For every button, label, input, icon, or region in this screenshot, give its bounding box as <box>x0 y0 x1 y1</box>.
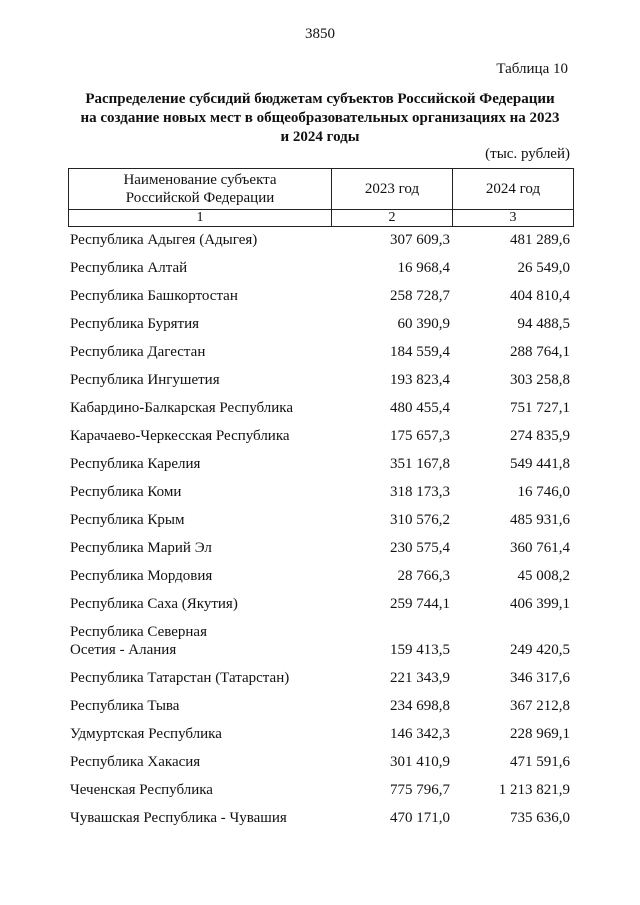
region-name-line2: Осетия - Алания <box>70 642 177 658</box>
value-2023: 234 698,8 <box>390 698 450 714</box>
title-line-1: Распределение субсидий бюджетам субъектов Российской Федерации <box>85 91 555 107</box>
value-2024: 471 591,6 <box>510 754 570 770</box>
value-2024: 288 764,1 <box>510 344 570 360</box>
header-col-name-line1: Наименование субъекта <box>123 172 277 188</box>
value-2023: 221 343,9 <box>390 670 450 686</box>
table-label: Таблица 10 <box>496 61 568 77</box>
region-name: Республика Алтай <box>70 260 188 276</box>
value-2023: 175 657,3 <box>390 428 450 444</box>
header-col-2023: 2023 год <box>332 169 453 210</box>
value-2023: 301 410,9 <box>390 754 450 770</box>
value-2024: 274 835,9 <box>510 428 570 444</box>
header-number-row <box>69 210 574 227</box>
value-2023: 310 576,2 <box>390 512 450 528</box>
table-row <box>70 694 570 722</box>
value-2023: 159 413,5 <box>390 642 450 658</box>
value-2023: 193 823,4 <box>390 372 450 388</box>
value-2024: 404 810,4 <box>510 288 570 304</box>
region-name: Республика Коми <box>70 484 182 500</box>
value-2023: 318 173,3 <box>390 484 450 500</box>
title-line-3: и 2024 годы <box>280 129 360 145</box>
table-row <box>70 536 570 564</box>
region-name: Республика Татарстан (Татарстан) <box>70 670 290 686</box>
units-label: (тыс. рублей) <box>485 146 570 162</box>
value-2024: 16 746,0 <box>517 484 570 500</box>
table-body <box>70 228 570 834</box>
region-name: Республика Башкортостан <box>70 288 238 304</box>
header-num-1: 1 <box>69 210 332 227</box>
region-name: Чувашская Республика - Чувашия <box>70 810 287 826</box>
value-2024: 751 727,1 <box>510 400 570 416</box>
region-name: Чеченская Республика <box>70 782 213 798</box>
document-title <box>60 90 580 147</box>
header-table <box>68 168 574 227</box>
value-2023: 28 766,3 <box>397 568 450 584</box>
table-row <box>70 340 570 368</box>
region-name-line1: Республика Северная <box>70 624 207 640</box>
table-row <box>70 368 570 396</box>
header-num-3: 3 <box>453 210 574 227</box>
value-2023: 230 575,4 <box>390 540 450 556</box>
value-2024: 346 317,6 <box>510 670 570 686</box>
value-2023: 480 455,4 <box>390 400 450 416</box>
header-col-2024: 2024 год <box>453 169 574 210</box>
value-2023: 184 559,4 <box>390 344 450 360</box>
table-row <box>70 452 570 480</box>
value-2024: 94 488,5 <box>517 316 570 332</box>
region-name <box>70 623 320 659</box>
value-2024: 485 931,6 <box>510 512 570 528</box>
region-name: Республика Адыгея (Адыгея) <box>70 232 258 248</box>
header-col-name <box>69 169 332 210</box>
table-row <box>70 592 570 620</box>
value-2023: 307 609,3 <box>390 232 450 248</box>
value-2024: 26 549,0 <box>517 260 570 276</box>
value-2023: 146 342,3 <box>390 726 450 742</box>
table-row <box>70 424 570 452</box>
value-2024: 228 969,1 <box>510 726 570 742</box>
header-col-name-line2: Российской Федерации <box>125 190 275 206</box>
region-name: Республика Марий Эл <box>70 540 212 556</box>
value-2024: 549 441,8 <box>510 456 570 472</box>
table-row <box>70 228 570 256</box>
value-2024: 249 420,5 <box>510 642 570 658</box>
table-row <box>70 620 570 666</box>
table-row <box>70 508 570 536</box>
value-2023: 775 796,7 <box>390 782 450 798</box>
value-2023: 259 744,1 <box>390 596 450 612</box>
value-2023: 351 167,8 <box>390 456 450 472</box>
value-2024: 735 636,0 <box>510 810 570 826</box>
header-row <box>69 169 574 210</box>
value-2024: 1 213 821,9 <box>498 782 570 798</box>
value-2024: 360 761,4 <box>510 540 570 556</box>
region-name: Республика Бурятия <box>70 316 200 332</box>
region-name: Республика Дагестан <box>70 344 206 360</box>
table-row <box>70 750 570 778</box>
region-name: Республика Ингушетия <box>70 372 220 388</box>
table-row <box>70 722 570 750</box>
region-name: Кабардино-Балкарская Республика <box>70 400 294 416</box>
value-2024: 303 258,8 <box>510 372 570 388</box>
region-name: Республика Крым <box>70 512 185 528</box>
value-2023: 16 968,4 <box>397 260 450 276</box>
value-2024: 481 289,6 <box>510 232 570 248</box>
title-line-2: на создание новых мест в общеобразовательных организациях на 2023 <box>80 110 560 126</box>
region-name: Удмуртская Республика <box>70 726 222 742</box>
value-2024: 45 008,2 <box>517 568 570 584</box>
table-row <box>70 806 570 834</box>
table-row <box>70 256 570 284</box>
region-name: Республика Хакасия <box>70 754 201 770</box>
table-row <box>70 396 570 424</box>
page-number: 3850 <box>305 26 335 42</box>
value-2024: 406 399,1 <box>510 596 570 612</box>
region-name: Республика Мордовия <box>70 568 213 584</box>
table-row <box>70 778 570 806</box>
table-row <box>70 480 570 508</box>
table-row <box>70 312 570 340</box>
region-name: Республика Саха (Якутия) <box>70 596 238 612</box>
value-2024: 367 212,8 <box>510 698 570 714</box>
table-row <box>70 564 570 592</box>
region-name: Карачаево-Черкесская Республика <box>70 428 290 444</box>
region-name: Республика Карелия <box>70 456 201 472</box>
value-2023: 258 728,7 <box>390 288 450 304</box>
table-row <box>70 284 570 312</box>
value-2023: 470 171,0 <box>390 810 450 826</box>
value-2023: 60 390,9 <box>397 316 450 332</box>
header-num-2: 2 <box>332 210 453 227</box>
region-name: Республика Тыва <box>70 698 180 714</box>
table-row <box>70 666 570 694</box>
